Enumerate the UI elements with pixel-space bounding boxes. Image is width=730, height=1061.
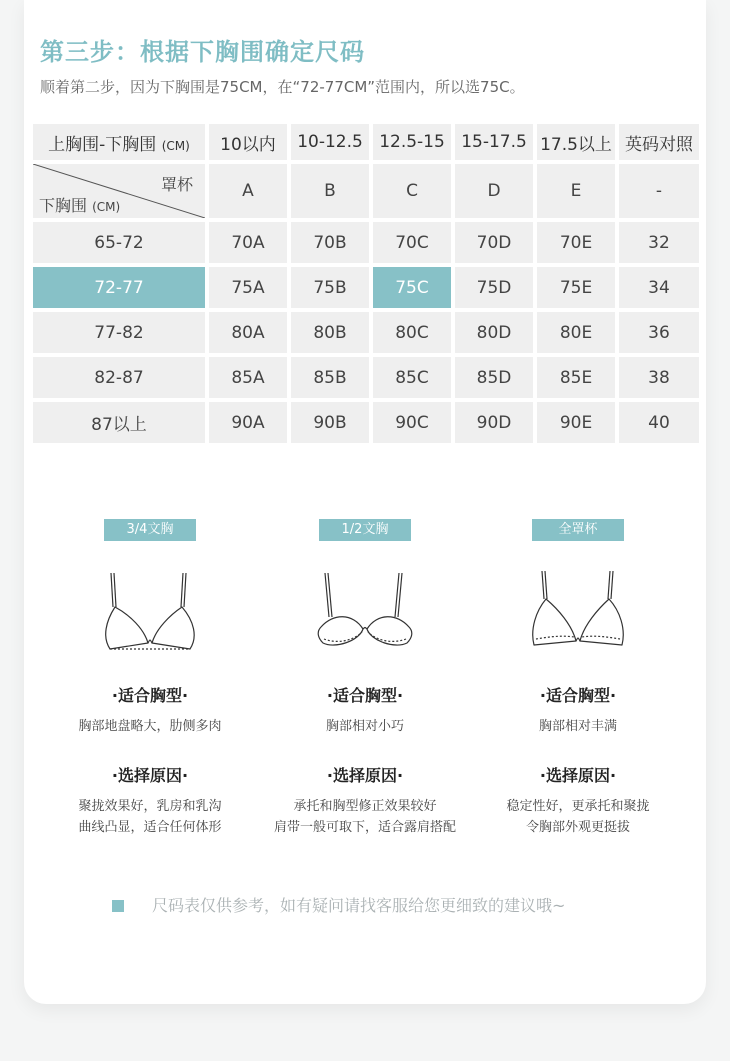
size-cell: 75B [291, 267, 369, 308]
size-cell: 80B [291, 312, 369, 353]
size-table [29, 120, 703, 447]
size-cell: 80D [455, 312, 533, 353]
fit-text: 胸部地盘略大，肋侧多肉 [78, 719, 222, 734]
table-header-row [33, 124, 699, 160]
uk-size-cell: 32 [619, 222, 699, 263]
size-cell: 90C [373, 402, 451, 443]
size-cell: 90D [455, 402, 533, 443]
reason-title: ·选择原因· [539, 766, 617, 785]
size-cell: 80A [209, 312, 287, 353]
page-subtitle: 顺着第二步，因为下胸围是75CM，在“72-77CM”范围内，所以选75C。 [40, 78, 525, 96]
reason-title: ·选择原因· [111, 766, 189, 785]
column-header: 12.5-15 [373, 124, 451, 160]
fit-text: 胸部相对丰满 [538, 719, 617, 734]
bra-type-full [463, 518, 693, 838]
diagonal-header-cell [33, 164, 205, 218]
range-cell: 65-72 [33, 222, 205, 263]
column-header: 10以内 [209, 124, 287, 160]
column-header: 10-12.5 [291, 124, 369, 160]
page-title: 第三步：根据下胸围确定尺码 [40, 38, 365, 66]
bra-type-half [250, 518, 480, 838]
fit-title: ·适合胸型· [326, 686, 404, 705]
cup-row [33, 164, 699, 218]
column-header: 17.5以上 [537, 124, 615, 160]
size-cell: 85D [455, 357, 533, 398]
size-cell: 75D [455, 267, 533, 308]
type-badge: 1/2文胸 [319, 519, 411, 541]
table-row [33, 222, 699, 263]
range-cell-highlighted: 72-77 [33, 267, 205, 308]
type-badge: 3/4文胸 [104, 519, 196, 541]
reason-text: 承托和胸型修正效果较好 肩带一般可取下，适合露肩搭配 [273, 799, 456, 835]
range-cell: 82-87 [33, 357, 205, 398]
uk-size-cell: 34 [619, 267, 699, 308]
underbust-label: 下胸围 (CM) [39, 196, 121, 215]
size-cell: 85A [209, 357, 287, 398]
size-cell: 90B [291, 402, 369, 443]
cup-cell: E [537, 164, 615, 218]
fit-text: 胸部相对小巧 [325, 719, 404, 734]
fit-title: ·适合胸型· [111, 686, 189, 705]
range-cell: 87以上 [33, 402, 205, 443]
size-cell: 85E [537, 357, 615, 398]
size-cell: 90E [537, 402, 615, 443]
size-cell: 75E [537, 267, 615, 308]
corner-header: 上胸围-下胸围 (CM) [33, 124, 205, 160]
cup-cell: A [209, 164, 287, 218]
cup-cell: B [291, 164, 369, 218]
reason-text: 聚拢效果好，乳房和乳沟 曲线凸显，适合任何体形 [78, 799, 222, 835]
table-row-highlighted [33, 267, 699, 308]
half-cup-bra-icon [315, 569, 415, 653]
bra-type-three-quarter [35, 518, 265, 838]
column-header: 英码对照 [619, 124, 699, 160]
column-header: 15-17.5 [455, 124, 533, 160]
cup-cell: - [619, 164, 699, 218]
size-cell: 75A [209, 267, 287, 308]
cup-cell: C [373, 164, 451, 218]
type-badge: 全罩杯 [532, 519, 624, 541]
fit-title: ·适合胸型· [539, 686, 617, 705]
size-cell: 90A [209, 402, 287, 443]
size-cell: 70A [209, 222, 287, 263]
uk-size-cell: 36 [619, 312, 699, 353]
cup-label: 罩杯 [160, 175, 193, 194]
size-cell: 80E [537, 312, 615, 353]
size-cell: 70C [373, 222, 451, 263]
size-cell: 85C [373, 357, 451, 398]
disclaimer-note: 尺码表仅供参考，如有疑问请找客服给您更细致的建议哦~ [112, 893, 565, 916]
size-cell: 70D [455, 222, 533, 263]
three-quarter-bra-icon [100, 569, 200, 653]
cup-cell: D [455, 164, 533, 218]
size-cell-highlighted: 75C [373, 267, 451, 308]
table-row [33, 402, 699, 443]
square-bullet-icon [112, 900, 124, 912]
size-cell: 85B [291, 357, 369, 398]
range-cell: 77-82 [33, 312, 205, 353]
size-cell: 70B [291, 222, 369, 263]
size-cell: 70E [537, 222, 615, 263]
reason-text: 稳定性好，更承托和聚拢 令胸部外观更挺拔 [506, 799, 650, 835]
full-cup-bra-icon [528, 569, 628, 653]
uk-size-cell: 40 [619, 402, 699, 443]
size-cell: 80C [373, 312, 451, 353]
reason-title: ·选择原因· [326, 766, 404, 785]
table-row [33, 312, 699, 353]
uk-size-cell: 38 [619, 357, 699, 398]
table-row [33, 357, 699, 398]
